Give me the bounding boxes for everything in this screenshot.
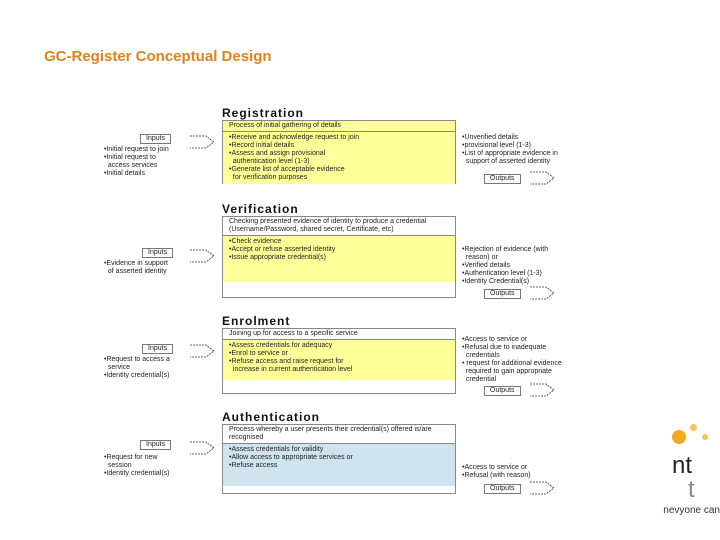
outputs-label: Outputs <box>484 484 521 494</box>
list-item: •Record initial details <box>229 142 295 149</box>
list-item: •Assess and assign provisional <box>229 150 326 157</box>
inputs-label: Inputs <box>140 134 171 144</box>
list-item: •Identity credential(s) <box>104 470 170 477</box>
output-arrow-icon <box>530 287 554 299</box>
list-item: service <box>104 364 131 371</box>
list-item: • request for additional evidence <box>462 360 562 367</box>
section-title: Registration <box>222 106 305 120</box>
outputs-label: Outputs <box>484 174 521 184</box>
process-header: Process whereby a user presents their credential(s) offered is/are recognised <box>223 425 455 444</box>
list-item: credential <box>462 376 497 383</box>
list-item: •Refuse access and raise request for <box>229 358 344 365</box>
list-item: •List of appropriate evidence in <box>462 150 558 157</box>
list-item: •Identity credential(s) <box>104 372 170 379</box>
outputs-label: Outputs <box>484 289 521 299</box>
output-arrow-icon <box>530 384 554 396</box>
logo-dot-icon <box>690 424 697 431</box>
list-item: increase in current authentication level <box>229 366 353 373</box>
section-title: Verification <box>222 202 299 216</box>
list-item: •Verified details <box>462 262 510 269</box>
section-title: Enrolment <box>222 314 291 328</box>
logo-text: nt <box>672 452 693 479</box>
list-item: •Accept or refuse asserted identity <box>229 246 336 253</box>
input-arrow-icon <box>190 250 214 262</box>
list-item: •provisional level (1-3) <box>462 142 531 149</box>
inputs-label: Inputs <box>140 440 171 450</box>
list-item: •Unverified details <box>462 134 519 141</box>
list-item: •Allow access to appropriate services or <box>229 454 353 461</box>
list-item: •Generate list of acceptable evidence <box>229 166 345 173</box>
list-item: •Authentication level (1-3) <box>462 270 542 277</box>
process-header: Checking presented evidence of identity to produce a credential (Username/Password, shared secret, Certificate, etc) <box>223 217 455 236</box>
list-item: •Refusal due to inadequate <box>462 344 547 351</box>
input-arrow-icon <box>190 345 214 357</box>
input-arrow-icon <box>190 136 214 148</box>
list-item: credentials <box>462 352 500 359</box>
list-item: •Request for new <box>104 454 158 461</box>
list-item: •Rejection of evidence (with <box>462 246 549 253</box>
list-item: •Evidence in support <box>104 260 168 267</box>
list-item: for verification purposes <box>229 174 308 181</box>
logo-tagline: nevyone can <box>663 505 720 516</box>
page-title: GC-Register Conceptual Design <box>44 48 272 65</box>
outputs-label: Outputs <box>484 386 521 396</box>
list-item: session <box>104 462 132 469</box>
inputs-label: Inputs <box>142 344 173 354</box>
list-item: support of asserted identity <box>462 158 550 165</box>
logo-dot-icon <box>702 434 708 440</box>
list-item: required to gain appropriate <box>462 368 552 375</box>
list-item: •Refusal (with reason) <box>462 472 531 479</box>
process-header: Process of initial gathering of details <box>223 121 455 132</box>
list-item: •Issue appropriate credential(s) <box>229 254 326 261</box>
logo-dot-icon <box>672 430 686 444</box>
list-item: reason) or <box>462 254 498 261</box>
list-item: authentication level (1-3) <box>229 158 310 165</box>
list-item: •Assess credentials for validity <box>229 446 324 453</box>
section-title: Authentication <box>222 410 320 424</box>
output-arrow-icon <box>530 172 554 184</box>
process-header: Joining up for access to a specific service <box>223 329 455 340</box>
list-item: •Receive and acknowledge request to join <box>229 134 360 141</box>
list-item: •Enrol to service or <box>229 350 288 357</box>
inputs-label: Inputs <box>142 248 173 258</box>
input-arrow-icon <box>190 442 214 454</box>
output-arrow-icon <box>530 482 554 494</box>
list-item: •Request to access a <box>104 356 170 363</box>
list-item: •Initial details <box>104 170 145 177</box>
list-item: •Refuse access <box>229 462 278 469</box>
list-item: access services <box>104 162 158 169</box>
list-item: •Access to service or <box>462 464 528 471</box>
list-item: of asserted identity <box>104 268 167 275</box>
logo-text: t <box>688 476 695 503</box>
list-item: •Initial request to <box>104 154 156 161</box>
list-item: •Access to service or <box>462 336 528 343</box>
list-item: •Initial request to join <box>104 146 169 153</box>
list-item: •Check evidence <box>229 238 282 245</box>
list-item: •Assess credentials for adequacy <box>229 342 333 349</box>
list-item: •Identity Credential(s) <box>462 278 530 285</box>
